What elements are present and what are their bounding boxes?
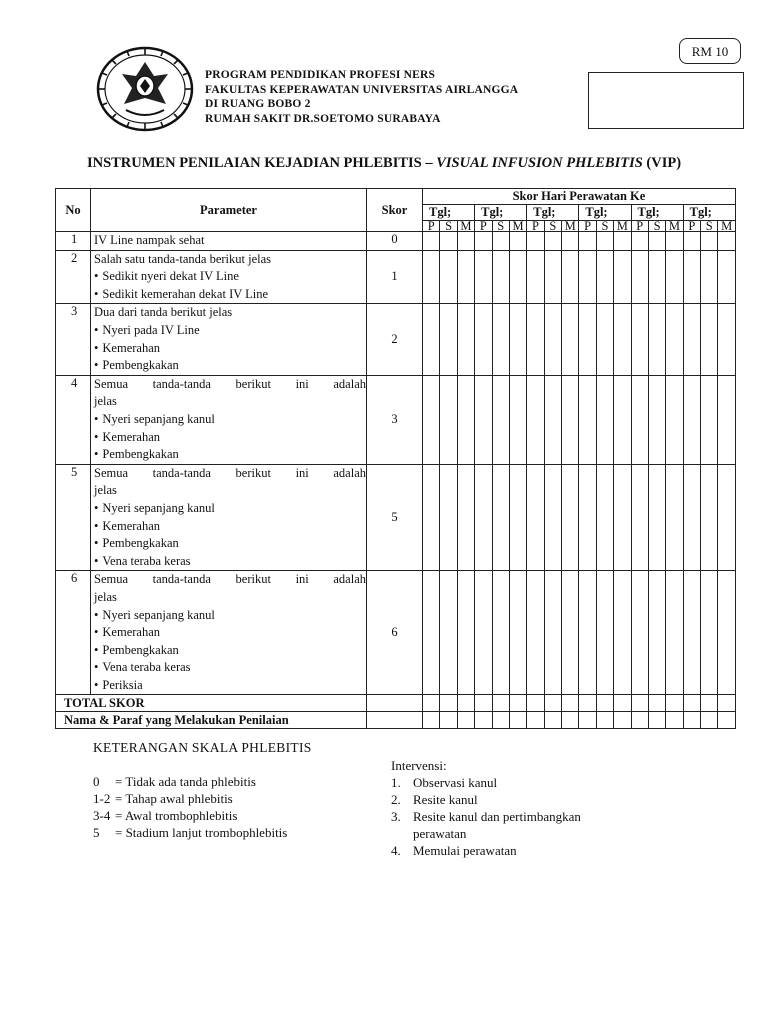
entry-cell[interactable] (683, 695, 700, 712)
score-entry-cell[interactable] (579, 304, 596, 375)
entry-cell[interactable] (457, 712, 474, 729)
parameter-bullet: • Nyeri sepanjang kanul (94, 607, 366, 625)
score-entry-cell[interactable] (544, 304, 561, 375)
intervention-title: Intervensi: (391, 758, 447, 773)
table-row (56, 571, 736, 695)
score-entry-cell[interactable] (457, 571, 474, 695)
date-input-cell[interactable] (614, 205, 631, 221)
entry-cell[interactable] (475, 695, 492, 712)
score-value: 0 (367, 232, 423, 251)
intervention-item: 1. Observasi kanul (391, 775, 498, 790)
date-label: Tgl; (631, 205, 666, 221)
date-input-cell[interactable] (666, 205, 683, 221)
score-entry-cell[interactable] (614, 250, 631, 304)
entry-cell[interactable] (492, 712, 509, 729)
score-entry-cell[interactable] (423, 250, 440, 304)
score-entry-cell[interactable] (509, 464, 526, 571)
date-label: Tgl; (683, 205, 718, 221)
score-entry-cell[interactable] (666, 304, 683, 375)
shift-label: P (683, 221, 700, 232)
parameter-bullet: • Vena teraba keras (94, 553, 366, 571)
score-entry-cell[interactable] (562, 375, 579, 464)
date-label: Tgl; (527, 205, 562, 221)
score-entry-cell[interactable] (579, 375, 596, 464)
entry-cell[interactable] (718, 695, 736, 712)
score-entry-cell[interactable] (440, 304, 457, 375)
score-entry-cell[interactable] (527, 304, 544, 375)
parameter-heading: Salah satu tanda-tanda berikut jelas (94, 251, 272, 266)
score-entry-cell[interactable] (544, 375, 561, 464)
score-entry-cell[interactable] (701, 250, 718, 304)
score-entry-cell[interactable] (701, 304, 718, 375)
parameter-bullet: • Kemerahan (94, 340, 366, 358)
score-entry-cell[interactable] (457, 232, 474, 251)
shift-label: M (666, 221, 683, 232)
column-header-skor: Skor (367, 189, 423, 232)
entry-cell[interactable] (614, 695, 631, 712)
row-number: 2 (56, 250, 91, 304)
institution-line: DI RUANG BOBO 2 (205, 98, 311, 110)
shift-label: M (509, 221, 526, 232)
scale-item: 3-4 = Awal trombophlebitis (93, 808, 238, 823)
shift-label: M (562, 221, 579, 232)
table-row (56, 250, 736, 304)
score-entry-cell[interactable] (475, 571, 492, 695)
score-entry-cell[interactable] (596, 232, 613, 251)
parameter-heading-cont: jelas (94, 394, 117, 409)
shift-label: P (423, 221, 440, 232)
row-number: 1 (56, 232, 91, 251)
entry-cell[interactable] (631, 695, 648, 712)
score-entry-cell[interactable] (457, 250, 474, 304)
parameter-bullet: • Vena teraba keras (94, 659, 366, 677)
total-score-row (56, 695, 736, 712)
entry-cell[interactable] (440, 712, 457, 729)
score-entry-cell[interactable] (614, 304, 631, 375)
parameter-bullet: • Kemerahan (94, 518, 366, 536)
entry-cell[interactable] (509, 712, 526, 729)
entry-cell[interactable] (440, 695, 457, 712)
score-entry-cell[interactable] (562, 304, 579, 375)
entry-cell[interactable] (683, 712, 700, 729)
entry-cell[interactable] (666, 695, 683, 712)
entry-cell[interactable] (492, 695, 509, 712)
score-entry-cell[interactable] (683, 232, 700, 251)
row-number: 4 (56, 375, 91, 464)
date-input-cell[interactable] (509, 205, 526, 221)
shift-label: S (440, 221, 457, 232)
score-entry-cell[interactable] (718, 232, 736, 251)
score-entry-cell[interactable] (614, 571, 631, 695)
shift-label: S (596, 221, 613, 232)
score-entry-cell[interactable] (718, 464, 736, 571)
date-input-cell[interactable] (562, 205, 579, 221)
score-entry-cell[interactable] (579, 250, 596, 304)
score-entry-cell[interactable] (527, 571, 544, 695)
score-entry-cell[interactable] (423, 304, 440, 375)
score-entry-cell[interactable] (683, 375, 700, 464)
score-entry-cell[interactable] (648, 375, 665, 464)
institution-line: RUMAH SAKIT DR.SOETOMO SURABAYA (205, 112, 441, 125)
table-header-row (56, 189, 736, 205)
entry-cell[interactable] (562, 712, 579, 729)
score-entry-cell[interactable] (440, 464, 457, 571)
score-entry-cell[interactable] (440, 571, 457, 695)
entry-cell[interactable] (614, 712, 631, 729)
score-entry-cell[interactable] (718, 571, 736, 695)
form-code-badge: RM 10 (679, 38, 741, 64)
parameter-cell (91, 375, 367, 464)
score-entry-cell[interactable] (631, 375, 648, 464)
institution-line: PROGRAM PENDIDIKAN PROFESI NERS (205, 69, 436, 81)
score-entry-cell[interactable] (423, 232, 440, 251)
parameter-heading: IV Line nampak sehat (94, 233, 205, 247)
entry-cell[interactable] (579, 695, 596, 712)
score-entry-cell[interactable] (475, 250, 492, 304)
entry-cell[interactable] (423, 712, 440, 729)
shift-label: S (648, 221, 665, 232)
score-entry-cell[interactable] (527, 375, 544, 464)
shift-label: S (701, 221, 718, 232)
score-entry-cell[interactable] (701, 232, 718, 251)
score-entry-cell[interactable] (544, 250, 561, 304)
score-entry-cell[interactable] (631, 304, 648, 375)
university-seal-icon (96, 46, 194, 132)
date-input-cell[interactable] (457, 205, 474, 221)
score-total-cell[interactable] (367, 695, 423, 712)
entry-cell[interactable] (579, 712, 596, 729)
score-entry-cell[interactable] (631, 464, 648, 571)
shift-label: M (457, 221, 474, 232)
entry-cell[interactable] (701, 695, 718, 712)
score-entry-cell[interactable] (527, 232, 544, 251)
entry-cell[interactable] (544, 712, 561, 729)
title-prefix: INSTRUMEN PENILAIAN KEJADIAN PHLEBITIS – (86, 155, 437, 171)
score-entry-cell[interactable] (718, 304, 736, 375)
score-value: 6 (367, 571, 423, 695)
score-entry-cell[interactable] (579, 232, 596, 251)
score-entry-cell[interactable] (440, 250, 457, 304)
institution-line: FAKULTAS KEPERAWATAN UNIVERSITAS AIRLANGGA (205, 83, 519, 96)
parameter-cell (91, 464, 367, 571)
scale-item: 0 = Tidak ada tanda phlebitis (93, 774, 256, 789)
scale-item: 5 = Stadium lanjut trombophlebitis (93, 825, 288, 840)
score-entry-cell[interactable] (648, 304, 665, 375)
entry-cell[interactable] (701, 712, 718, 729)
shift-label: P (527, 221, 544, 232)
entry-cell[interactable] (596, 695, 613, 712)
parameter-bullet: • Nyeri sepanjang kanul (94, 500, 366, 518)
parameter-bullet: • Pembengkakan (94, 357, 366, 375)
column-header-no: No (56, 189, 91, 232)
score-entry-cell[interactable] (475, 464, 492, 571)
parameter-bullet: • Sedikit kemerahan dekat IV Line (94, 286, 366, 304)
title-italic: VISUAL INFUSION PHLEBITIS (436, 155, 643, 171)
parameter-cell (91, 250, 367, 304)
table-row (56, 375, 736, 464)
entry-cell[interactable] (423, 695, 440, 712)
shift-label: P (579, 221, 596, 232)
date-label: Tgl; (475, 205, 510, 221)
date-input-cell[interactable] (718, 205, 736, 221)
parameter-bullet: • Sedikit nyeri dekat IV Line (94, 268, 366, 286)
score-entry-cell[interactable] (423, 571, 440, 695)
row-number: 3 (56, 304, 91, 375)
row-number: 6 (56, 571, 91, 695)
score-entry-cell[interactable] (475, 375, 492, 464)
score-entry-cell[interactable] (509, 304, 526, 375)
entry-cell[interactable] (527, 712, 544, 729)
score-entry-cell[interactable] (579, 571, 596, 695)
parameter-bullet: • Periksia (94, 677, 366, 695)
score-entry-cell[interactable] (492, 375, 509, 464)
score-entry-cell[interactable] (648, 232, 665, 251)
score-entry-cell[interactable] (596, 250, 613, 304)
entry-cell[interactable] (527, 695, 544, 712)
score-entry-cell[interactable] (614, 232, 631, 251)
parameter-cell (91, 232, 367, 251)
score-entry-cell[interactable] (440, 232, 457, 251)
score-entry-cell[interactable] (423, 375, 440, 464)
patient-label-box (588, 72, 744, 129)
score-entry-cell[interactable] (648, 571, 665, 695)
score-entry-cell[interactable] (579, 464, 596, 571)
institution-header (205, 68, 518, 126)
parameter-cell (91, 304, 367, 375)
score-entry-cell[interactable] (666, 250, 683, 304)
title-suffix: (VIP) (642, 155, 682, 171)
score-value: 5 (367, 464, 423, 571)
score-entry-cell[interactable] (666, 464, 683, 571)
score-entry-cell[interactable] (701, 464, 718, 571)
parameter-heading: Dua dari tanda berikut jelas (94, 305, 233, 320)
entry-cell[interactable] (718, 712, 736, 729)
score-entry-cell[interactable] (596, 571, 613, 695)
entry-cell[interactable] (666, 712, 683, 729)
score-entry-cell[interactable] (701, 571, 718, 695)
score-entry-cell[interactable] (683, 464, 700, 571)
shift-label: M (614, 221, 631, 232)
score-entry-cell[interactable] (492, 571, 509, 695)
entry-cell[interactable] (562, 695, 579, 712)
score-entry-cell[interactable] (562, 232, 579, 251)
parameter-cell (91, 571, 367, 695)
score-entry-cell[interactable] (562, 250, 579, 304)
score-entry-cell[interactable] (527, 464, 544, 571)
entry-cell[interactable] (457, 695, 474, 712)
intervention-item: 4. Memulai perawatan (391, 843, 517, 858)
score-entry-cell[interactable] (614, 375, 631, 464)
score-entry-cell[interactable] (718, 375, 736, 464)
parameter-bullet: • Pembengkakan (94, 446, 366, 464)
scale-legend (93, 773, 287, 841)
score-entry-cell[interactable] (596, 375, 613, 464)
score-entry-cell[interactable] (475, 232, 492, 251)
shift-label: S (492, 221, 509, 232)
parameter-bullet: • Kemerahan (94, 624, 366, 642)
entry-cell[interactable] (631, 712, 648, 729)
score-entry-cell[interactable] (457, 375, 474, 464)
score-entry-cell[interactable] (631, 571, 648, 695)
intervention-item-continued: perawatan (413, 826, 467, 841)
score-entry-cell[interactable] (666, 571, 683, 695)
score-entry-cell[interactable] (492, 232, 509, 251)
score-entry-cell[interactable] (544, 571, 561, 695)
score-entry-cell[interactable] (492, 464, 509, 571)
parameter-heading: Semua tanda-tanda berikut ini adalah (94, 572, 366, 587)
entry-cell[interactable] (596, 712, 613, 729)
score-value: 3 (367, 375, 423, 464)
entry-cell[interactable] (509, 695, 526, 712)
intervention-list (391, 757, 581, 859)
score-entry-cell[interactable] (701, 375, 718, 464)
score-entry-cell[interactable] (544, 232, 561, 251)
parameter-bullet: • Nyeri pada IV Line (94, 322, 366, 340)
score-entry-cell[interactable] (492, 250, 509, 304)
entry-cell[interactable] (544, 695, 561, 712)
table-row (56, 304, 736, 375)
score-entry-cell[interactable] (527, 250, 544, 304)
score-entry-cell[interactable] (509, 250, 526, 304)
row-number: 5 (56, 464, 91, 571)
document-title (0, 155, 768, 172)
score-total-cell[interactable] (367, 712, 423, 729)
shift-label: P (631, 221, 648, 232)
score-entry-cell[interactable] (509, 232, 526, 251)
score-entry-cell[interactable] (666, 232, 683, 251)
parameter-heading: Semua tanda-tanda berikut ini adalah (94, 376, 366, 391)
score-entry-cell[interactable] (683, 250, 700, 304)
days-header: Skor Hari Perawatan Ke (423, 189, 736, 205)
score-entry-cell[interactable] (718, 250, 736, 304)
score-entry-cell[interactable] (492, 304, 509, 375)
parameter-bullet: • Kemerahan (94, 429, 366, 447)
score-entry-cell[interactable] (683, 571, 700, 695)
entry-cell[interactable] (648, 695, 665, 712)
parameter-bullet: • Pembengkakan (94, 535, 366, 553)
shift-label: S (544, 221, 561, 232)
score-entry-cell[interactable] (509, 375, 526, 464)
score-entry-cell[interactable] (562, 464, 579, 571)
score-entry-cell[interactable] (544, 464, 561, 571)
score-entry-cell[interactable] (648, 464, 665, 571)
parameter-heading-cont: jelas (94, 589, 117, 604)
scale-item: 1-2 = Tahap awal phlebitis (93, 791, 233, 806)
total-score-label: TOTAL SKOR (56, 695, 367, 712)
score-entry-cell[interactable] (596, 304, 613, 375)
parameter-heading: Semua tanda-tanda berikut ini adalah (94, 465, 366, 480)
score-entry-cell[interactable] (614, 464, 631, 571)
intervention-item: 2. Resite kanul (391, 792, 478, 807)
parameter-heading-cont: jelas (94, 483, 117, 498)
column-header-parameter: Parameter (91, 189, 367, 232)
score-entry-cell[interactable] (457, 464, 474, 571)
date-label: Tgl; (423, 205, 458, 221)
phlebitis-assessment-table (55, 188, 736, 729)
score-value: 2 (367, 304, 423, 375)
score-entry-cell[interactable] (648, 250, 665, 304)
parameter-bullet: • Pembengkakan (94, 642, 366, 660)
signature-row (56, 712, 736, 729)
signature-label: Nama & Paraf yang Melakukan Penilaian (56, 712, 367, 729)
score-entry-cell[interactable] (631, 232, 648, 251)
score-entry-cell[interactable] (631, 250, 648, 304)
score-entry-cell[interactable] (596, 464, 613, 571)
date-label: Tgl; (579, 205, 614, 221)
score-value: 1 (367, 250, 423, 304)
shift-label: P (475, 221, 492, 232)
table-row (56, 464, 736, 571)
scale-notes-title: KETERANGAN SKALA PHLEBITIS (93, 740, 312, 755)
shift-label: M (718, 221, 736, 232)
score-entry-cell[interactable] (666, 375, 683, 464)
score-entry-cell[interactable] (562, 571, 579, 695)
parameter-bullet: • Nyeri sepanjang kanul (94, 411, 366, 429)
score-entry-cell[interactable] (475, 304, 492, 375)
score-entry-cell[interactable] (457, 304, 474, 375)
score-entry-cell[interactable] (683, 304, 700, 375)
entry-cell[interactable] (648, 712, 665, 729)
score-entry-cell[interactable] (440, 375, 457, 464)
intervention-item: 3. Resite kanul dan pertimbangkan (391, 809, 581, 824)
score-entry-cell[interactable] (423, 464, 440, 571)
entry-cell[interactable] (475, 712, 492, 729)
score-entry-cell[interactable] (509, 571, 526, 695)
table-row (56, 232, 736, 251)
